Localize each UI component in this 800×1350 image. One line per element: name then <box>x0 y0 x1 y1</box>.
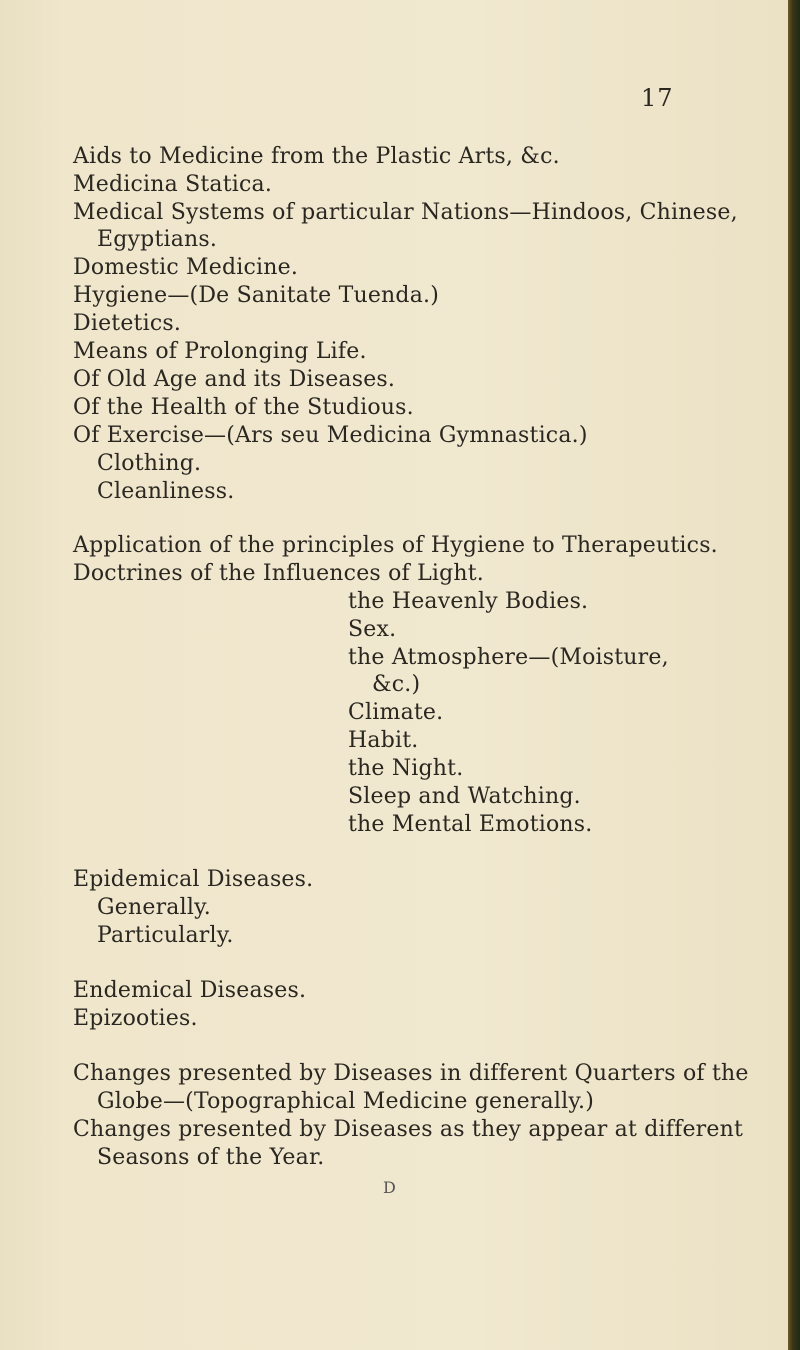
text-line: Seasons of the Year. <box>97 1145 325 1170</box>
text-line: Changes presented by Diseases in different Quarters of the <box>73 1061 749 1086</box>
text-line: Habit. <box>348 728 419 753</box>
book-edge <box>788 0 800 1350</box>
text-line: the Mental Emotions. <box>348 812 593 837</box>
text-line: Of Exercise—(Ars seu Medicina Gymnastica.) <box>73 423 588 448</box>
text-line: Epidemical Diseases. <box>73 867 314 892</box>
text-line: Climate. <box>348 700 444 725</box>
text-line: Generally. <box>97 895 211 920</box>
text-line: Application of the principles of Hygiene to Therapeutics. <box>73 533 718 558</box>
text-line: Changes presented by Diseases as they appear at different <box>73 1117 744 1142</box>
text-line: Sex. <box>348 617 397 642</box>
text-line: Cleanliness. <box>97 479 235 504</box>
page-number: 17 <box>641 84 674 112</box>
text-line: Hygiene—(De Sanitate Tuenda.) <box>73 283 439 308</box>
text-line: Particularly. <box>97 923 234 948</box>
text-line: &c.) <box>372 672 421 697</box>
text-line: the Night. <box>348 756 464 781</box>
text-line: the Heavenly Bodies. <box>348 589 589 614</box>
text-line: Aids to Medicine from the Plastic Arts, &c. <box>73 144 560 169</box>
text-line: Dietetics. <box>73 311 182 336</box>
text-line: Medicina Statica. <box>73 172 273 197</box>
text-line: Sleep and Watching. <box>348 784 581 809</box>
text-line: Endemical Diseases. <box>73 978 307 1003</box>
text-line: Globe—(Topographical Medicine generally.) <box>97 1089 595 1114</box>
text-line: Egyptians. <box>97 227 218 252</box>
text-line: Doctrines of the Influences of Light. <box>73 561 485 586</box>
text-line: Medical Systems of particular Nations—Hindoos, Chinese, <box>73 200 738 225</box>
text-line: Epizooties. <box>73 1006 198 1031</box>
text-line: Domestic Medicine. <box>73 255 299 280</box>
text-line: Means of Prolonging Life. <box>73 339 367 364</box>
text-line: Of Old Age and its Diseases. <box>73 367 396 392</box>
text-line: Of the Health of the Studious. <box>73 395 414 420</box>
text-line: the Atmosphere—(Moisture, <box>348 645 669 670</box>
signature-mark: D <box>383 1178 396 1197</box>
text-line: Clothing. <box>97 451 202 476</box>
